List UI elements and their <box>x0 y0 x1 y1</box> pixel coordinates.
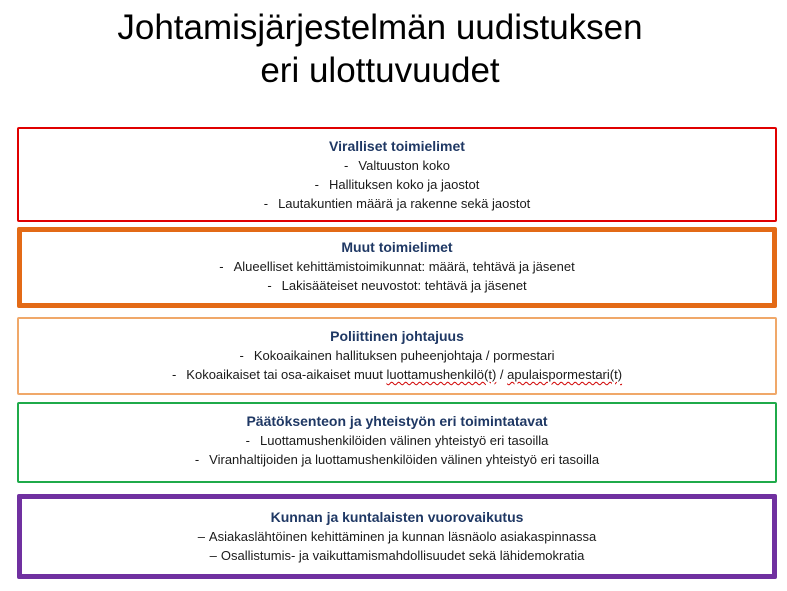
box-paatoksenteon-toimintatavat <box>17 402 777 483</box>
list-item <box>22 527 772 546</box>
bullet-dash: - <box>219 259 224 274</box>
list-item-text: Hallituksen koko ja jaostot <box>329 177 480 192</box>
box-heading: Poliittinen johtajuus <box>330 328 464 344</box>
list-item <box>22 546 772 565</box>
list-item <box>19 450 775 469</box>
list-item-text: Osallistumis- ja vaikuttamismahdollisuudet sekä lähidemokratia <box>220 548 585 563</box>
list-item-text: Kokoaikaiset tai osa-aikaiset muut <box>186 367 383 382</box>
list-item-text: Lakisääteiset neuvostot: tehtävä ja jäsenet <box>281 278 527 293</box>
box-viralliset-toimielimet <box>17 127 777 222</box>
slide-title-line-1: Johtamisjärjestelmän uudistuksen <box>117 8 643 47</box>
bullet-dash: - <box>344 158 349 173</box>
box-heading: Muut toimielimet <box>341 239 453 255</box>
list-item <box>19 194 775 213</box>
list-item-separator: / <box>499 367 504 382</box>
bullet-dash: - <box>239 348 244 363</box>
box-heading: Kunnan ja kuntalaisten vuorovaikutus <box>270 509 524 525</box>
list-item-text: Alueelliset kehittämistoimikunnat: määrä, tehtävä ja jäsenet <box>233 259 575 274</box>
bullet-dash: - <box>263 196 269 211</box>
list-item <box>19 175 775 194</box>
box-heading: Viralliset toimielimet <box>329 138 465 154</box>
bullet-dash: - <box>245 433 250 448</box>
list-item-text: Kokoaikainen hallituksen puheenjohtaja / pormestari <box>253 348 555 363</box>
list-item <box>19 365 775 384</box>
box-heading: Päätöksenteon ja yhteistyön eri toimintatavat <box>246 413 548 429</box>
list-item-text: Asiakaslähtöinen kehittäminen ja kunnan läsnäolo asiakaspinnassa <box>208 529 597 544</box>
slide-title-line-2: eri ulottuvuudet <box>260 51 500 90</box>
spellcheck-word: apulaispormestari(t) <box>507 367 623 382</box>
bullet-dash: – <box>197 529 205 544</box>
list-item-text: Luottamushenkilöiden välinen yhteistyö eri tasoilla <box>260 433 549 448</box>
box-vuorovaikutus <box>17 494 777 579</box>
spellcheck-word: luottamushenkilö(t) <box>386 367 497 382</box>
list-item-text: Lautakuntien määrä ja rakenne sekä jaostot <box>278 196 531 211</box>
box-poliittinen-johtajuus <box>17 317 777 395</box>
slide-title <box>0 6 760 92</box>
bullet-dash: - <box>194 452 200 467</box>
list-item <box>19 346 775 365</box>
list-item <box>22 276 772 295</box>
list-item <box>19 431 775 450</box>
bullet-dash: - <box>171 367 177 382</box>
box-muut-toimielimet <box>17 227 777 308</box>
bullet-dash: - <box>267 278 272 293</box>
list-item-text: Valtuuston koko <box>358 158 450 173</box>
list-item <box>19 156 775 175</box>
bullet-dash: – <box>209 548 217 563</box>
list-item <box>22 257 772 276</box>
bullet-dash: - <box>314 177 320 192</box>
list-item-text: Viranhaltijoiden ja luottamushenkilöiden välinen yhteistyö eri tasoilla <box>209 452 600 467</box>
